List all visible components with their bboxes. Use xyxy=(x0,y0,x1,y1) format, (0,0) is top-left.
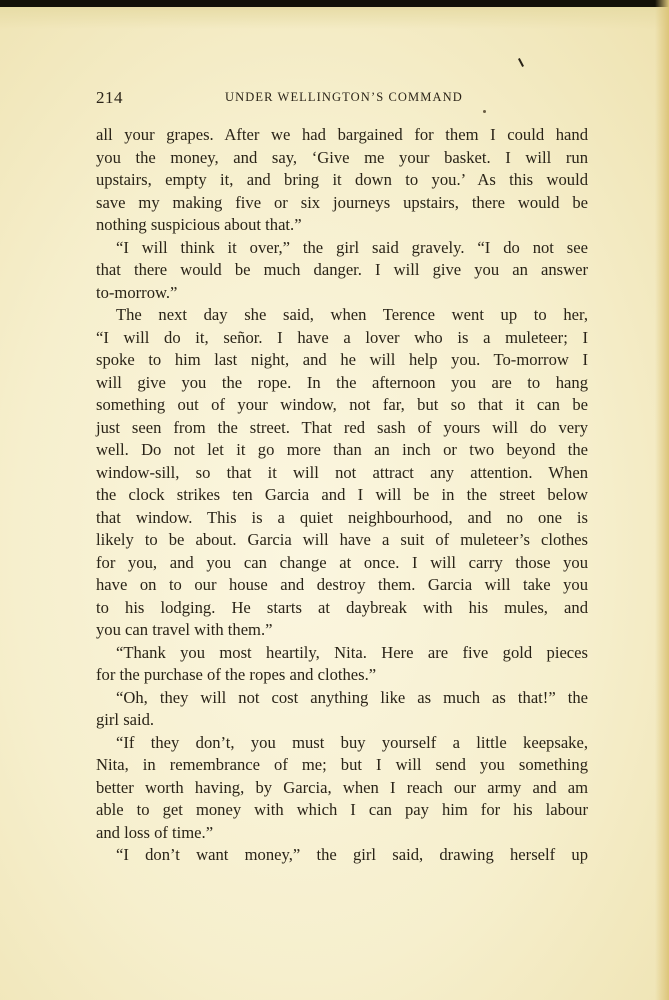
text-line: The next day she said, when Terence went up to her, xyxy=(116,305,588,324)
text-line: upstairs, empty it, and bring it down to you.’ As this would xyxy=(96,170,588,189)
text-line: to-morrow.” xyxy=(96,282,178,302)
text-line: just seen from the street. That red sash of yours will do very xyxy=(96,417,588,437)
text-line: for you, and you can change at once. I will carry those you xyxy=(96,552,588,572)
text-line: girl said. xyxy=(96,710,155,729)
text-line: “Thank you most heartily, Nita. Here are five gold pieces xyxy=(116,642,588,662)
text-line: able to get money with which I can pay him for his labour xyxy=(96,800,588,819)
text-line: to his lodging. He starts at daybreak with his mules, and xyxy=(96,597,588,617)
text-line: spoke to him last night, and he will help you. To-morrow I xyxy=(96,350,588,369)
paper-speck xyxy=(483,110,486,113)
text-line: nothing suspicious about that.” xyxy=(96,215,302,234)
text-line: that there would be much danger. I will give you an answer xyxy=(96,260,588,279)
text-line: “If they don’t, you must buy yourself a little keepsake, xyxy=(116,732,588,752)
text-line: well. Do not let it go more than an inch or two beyond the xyxy=(96,440,588,459)
running-title: UNDER WELLINGTON’S COMMAND xyxy=(225,90,463,104)
page-top-shadow xyxy=(0,7,669,29)
page-header xyxy=(96,88,588,110)
text-line: you can travel with them.” xyxy=(96,620,273,639)
stray-pen-mark xyxy=(518,58,524,67)
text-line: the clock strikes ten Garcia and I will be in the street below xyxy=(96,485,588,504)
text-line: “I will do it, señor. I have a lover who is a muleteer; I xyxy=(96,327,588,347)
text-line: you the money, and say, ‘Give me your basket. I will run xyxy=(96,147,588,167)
text-line: “Oh, they will not cost anything like as much as that!” the xyxy=(116,687,588,707)
text-line: for the purchase of the ropes and clothes.” xyxy=(96,665,377,684)
text-line: save my making five or six journeys upstairs, there would be xyxy=(96,192,588,212)
text-line: all your grapes. After we had bargained for them I could hand xyxy=(96,125,588,144)
text-line: will give you the rope. In the afternoon you are to hang xyxy=(96,372,588,392)
text-line: likely to be about. Garcia will have a suit of muleteer’s clothes xyxy=(96,530,588,549)
text-line: and loss of time.” xyxy=(96,822,214,842)
text-line: window-sill, so that it will not attract any attention. When xyxy=(96,462,588,482)
scan-top-edge xyxy=(0,0,669,7)
text-line: something out of your window, not far, but so that it can be xyxy=(96,395,588,414)
text-line: “I don’t want money,” the girl said, drawing herself up xyxy=(116,845,588,864)
text-line: have on to our house and destroy them. Garcia will take you xyxy=(96,575,588,594)
page-right-edge-shadow xyxy=(655,0,669,1000)
body-text xyxy=(96,124,588,867)
text-line: Nita, in remembrance of me; but I will send you something xyxy=(96,755,588,774)
text-line: “I will think it over,” the girl said gravely. “I do not see xyxy=(116,237,588,257)
text-line: that window. This is a quiet neighbourhood, and no one is xyxy=(96,507,588,527)
text-line: better worth having, by Garcia, when I reach our army and am xyxy=(96,777,588,797)
page-number: 214 xyxy=(96,88,123,107)
